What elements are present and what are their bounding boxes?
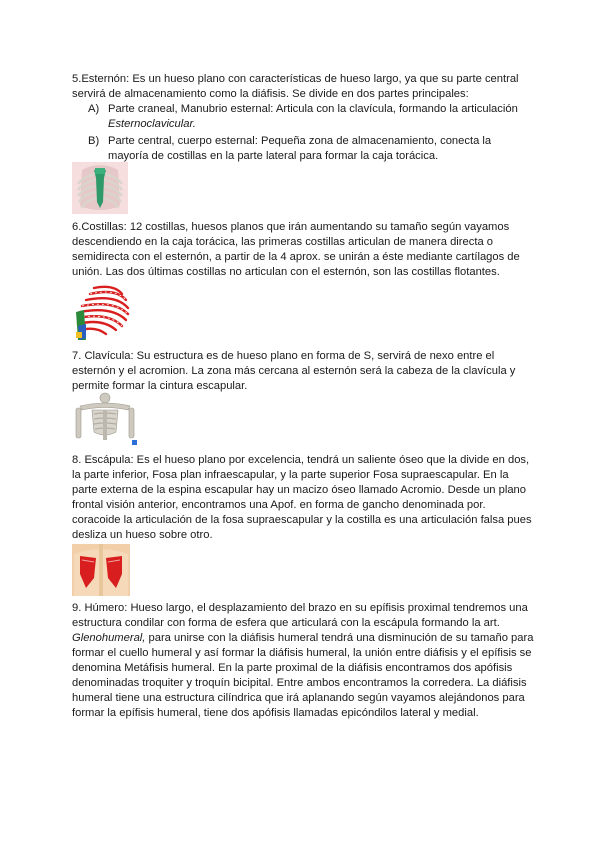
sternum-parts-list bbox=[72, 102, 534, 164]
section-sternum-intro: 5.Esternón: Es un hueso plano con características de hueso largo, ya que su parte central servirá de almacenamiento como la diáfisis. Se divide en dos partes principales: bbox=[72, 73, 519, 100]
humerus-italic: Glenohumeral, bbox=[72, 632, 146, 644]
humerus-lead: 9. Húmero: Hueso largo, el desplazamiento del brazo en su epífisis proximal tendremos una estructura condilar con forma de esfera que articulará con la escápula formando la art. bbox=[72, 602, 528, 629]
list-item-text: Parte craneal, Manubrio esternal: Articula con la clavícula, formando la articulación bbox=[108, 103, 518, 115]
scapula-illustration bbox=[72, 544, 130, 596]
list-marker: B) bbox=[88, 135, 100, 147]
ribs-illustration bbox=[72, 282, 132, 344]
section-scapula: 8. Escápula: Es el hueso plano por excelencia, tendrá un saliente óseo que la divide en dos, la parte inferior, Fosa plan infraescapular, y la parte superior Fosa supraescapular. En la parte externa de la espina escapular hay un macizo óseo llamado Acromio. Desde un plano frontal visión anterior, encontramos una Apof. en forma de gancho denominada por. coracoide la articulación de la fosa supraescapular y la costilla es una articulación falsa pues desliza un hueso sobre otro. bbox=[72, 454, 532, 541]
sternum-illustration bbox=[72, 162, 128, 214]
list-marker: A) bbox=[88, 103, 100, 115]
section-ribs: 6.Costillas: 12 costillas, huesos planos que irán aumentando su tamaño según vayamos descendiendo en la caja torácica, las primeras costillas articulan de manera directa o semidirecta con el esternón, a partir de la 4 aprox. se unirán a éste mediante cartílagos de unión. Las dos últimas costillas no articulan con el esternón, son las costillas flotantes. bbox=[72, 221, 520, 278]
section-clavicle: 7. Clavícula: Su estructura es de hueso plano en forma de S, servirá de nexo entre el esternón y el acromion. La zona más cercana al esternón será la cabeza de la clavícula y permite formar la cintura escapular. bbox=[72, 350, 516, 392]
section-humerus bbox=[72, 601, 534, 721]
list-item bbox=[72, 134, 534, 164]
clavicle-illustration bbox=[72, 392, 138, 446]
list-item bbox=[72, 102, 534, 132]
humerus-rest: para unirse con la diáfisis humeral tendrá una disminución de su tamaño para formar el cuello humeral y así formar la diáfisis humeral, la unión entre diáfisis y el epífisis se denomina Metáfisis humeral. En la parte proximal de la diáfisis encontramos dos apófisis denominadas troquiter y troquín bicipital. Entre ambos encontramos la corredera. La diáfisis humeral tiene una estructura cilíndrica que irá aplanando según vayamos alejándonos para formar la epífisis humeral, tiene dos apófisis llamadas epicóndilos lateral y medial. bbox=[72, 632, 534, 719]
list-item-italic: Esternoclavicular. bbox=[108, 118, 196, 130]
list-item-text: Parte central, cuerpo esternal: Pequeña zona de almacenamiento, conecta la mayoría de costillas en la parte lateral para formar la caja torácica. bbox=[108, 135, 492, 162]
